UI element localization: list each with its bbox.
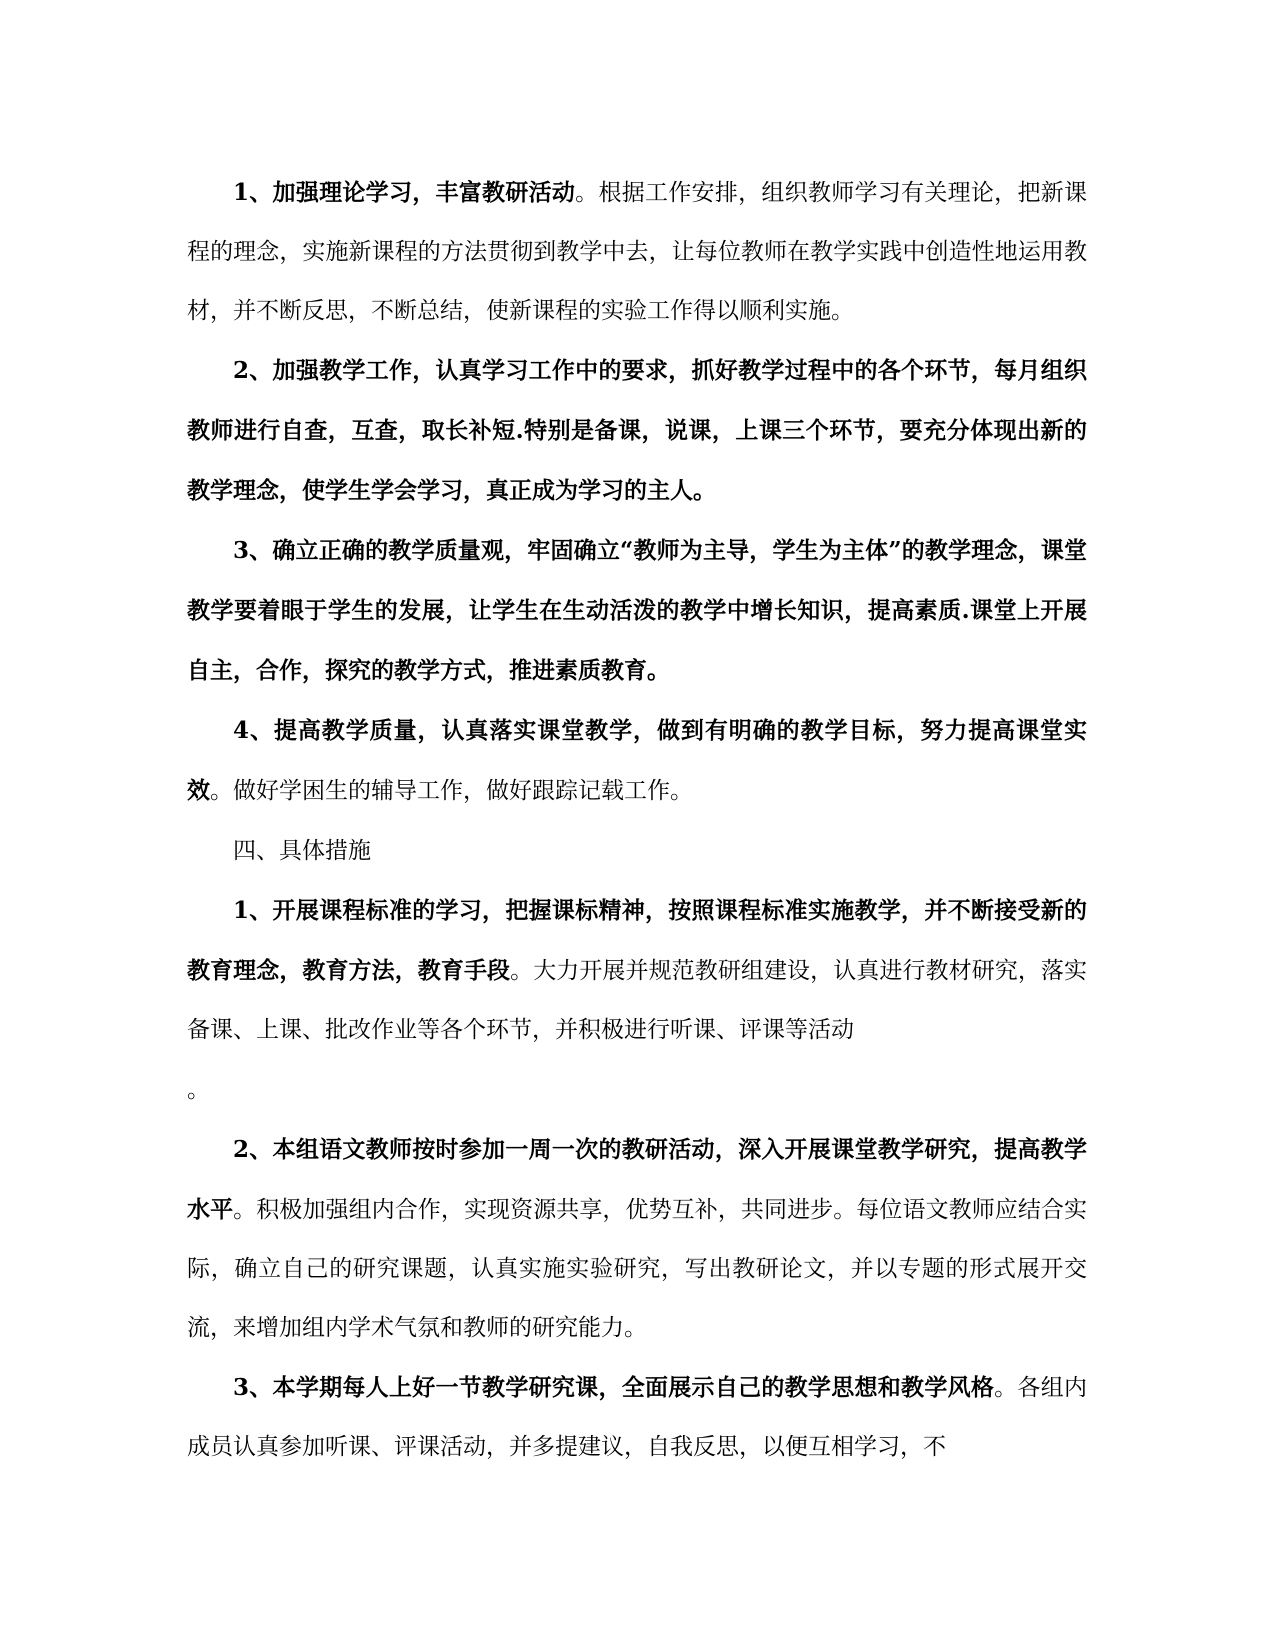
section-heading-text: 四、具体措施 [233,838,371,864]
paragraph-5-bold: 1、开展课程标准的学习，把握课标精神，按照课程标准实施教学，并不断接受新的教育理念，教育方法，教育手段 [187,897,1087,984]
paragraph-7-text: 。各组内成员认真参加听课、评课活动，并多提建议，自我反思，以便互相学习，不 [187,1375,1087,1460]
document-body [187,163,1087,1477]
paragraph-7 [187,1358,1087,1477]
paragraph-5 [187,881,1087,1060]
paragraph-7-bold: 3、本学期每人上好一节教学研究课，全面展示自己的教学思想和教学风格 [233,1374,995,1401]
paragraph-3 [187,521,1087,701]
paragraph-1 [187,163,1087,341]
paragraph-1-text: 。根据工作安排，组织教师学习有关理论，把新课程的理念，实施新课程的方法贯彻到教学中去，让每位教师在教学实践中创造性地运用教材，并不断反思，不断总结，使新课程的实验工作得以顺利实施。 [187,180,1087,324]
paragraph-6-text: 。积极加强组内合作，实现资源共享，优势互补，共同进步。每位语文教师应结合实际，确立自己的研究课题，认真实施实验研究，写出教研论文，并以专题的形式展开交流，来增加组内学术气氛和教师的研究能力。 [187,1197,1088,1341]
paragraph-4 [187,701,1087,821]
section-heading [187,821,1087,881]
orphan-punctuation-line [187,1060,1087,1120]
paragraph-4-bold: 4、提高教学质量，认真落实课堂教学，做到有明确的教学目标，努力提高课堂实效 [187,717,1087,804]
paragraph-6 [187,1120,1087,1358]
orphan-punctuation-text: 。 [187,1077,210,1103]
paragraph-1-bold: 1、加强理论学习，丰富教研活动 [233,179,576,206]
paragraph-3-bold: 3、确立正确的教学质量观，牢固确立“教师为主导，学生为主体”的教学理念，课堂教学要着眼于学生的发展，让学生在生动活泼的教学中增长知识，提高素质.课堂上开展自主，合作，探究的教学方式，推进素质教育。 [187,537,1087,684]
paragraph-4-text: 。做好学困生的辅导工作，做好跟踪记载工作。 [210,778,693,804]
paragraph-5-text: 。大力开展并规范教研组建设，认真进行教材研究，落实备课、上课、批改作业等各个环节，并积极进行听课、评课等活动 [187,958,1088,1043]
paragraph-2-bold: 2、加强教学工作，认真学习工作中的要求，抓好教学过程中的各个环节，每月组织教师进行自查，互查，取长补短.特别是备课，说课，上课三个环节，要充分体现出新的教学理念，使学生学会学习，真正成为学习的主人。 [187,357,1087,504]
paragraph-6-bold: 2、本组语文教师按时参加一周一次的教研活动，深入开展课堂教学研究，提高教学水平 [187,1136,1087,1223]
paragraph-2 [187,341,1087,521]
